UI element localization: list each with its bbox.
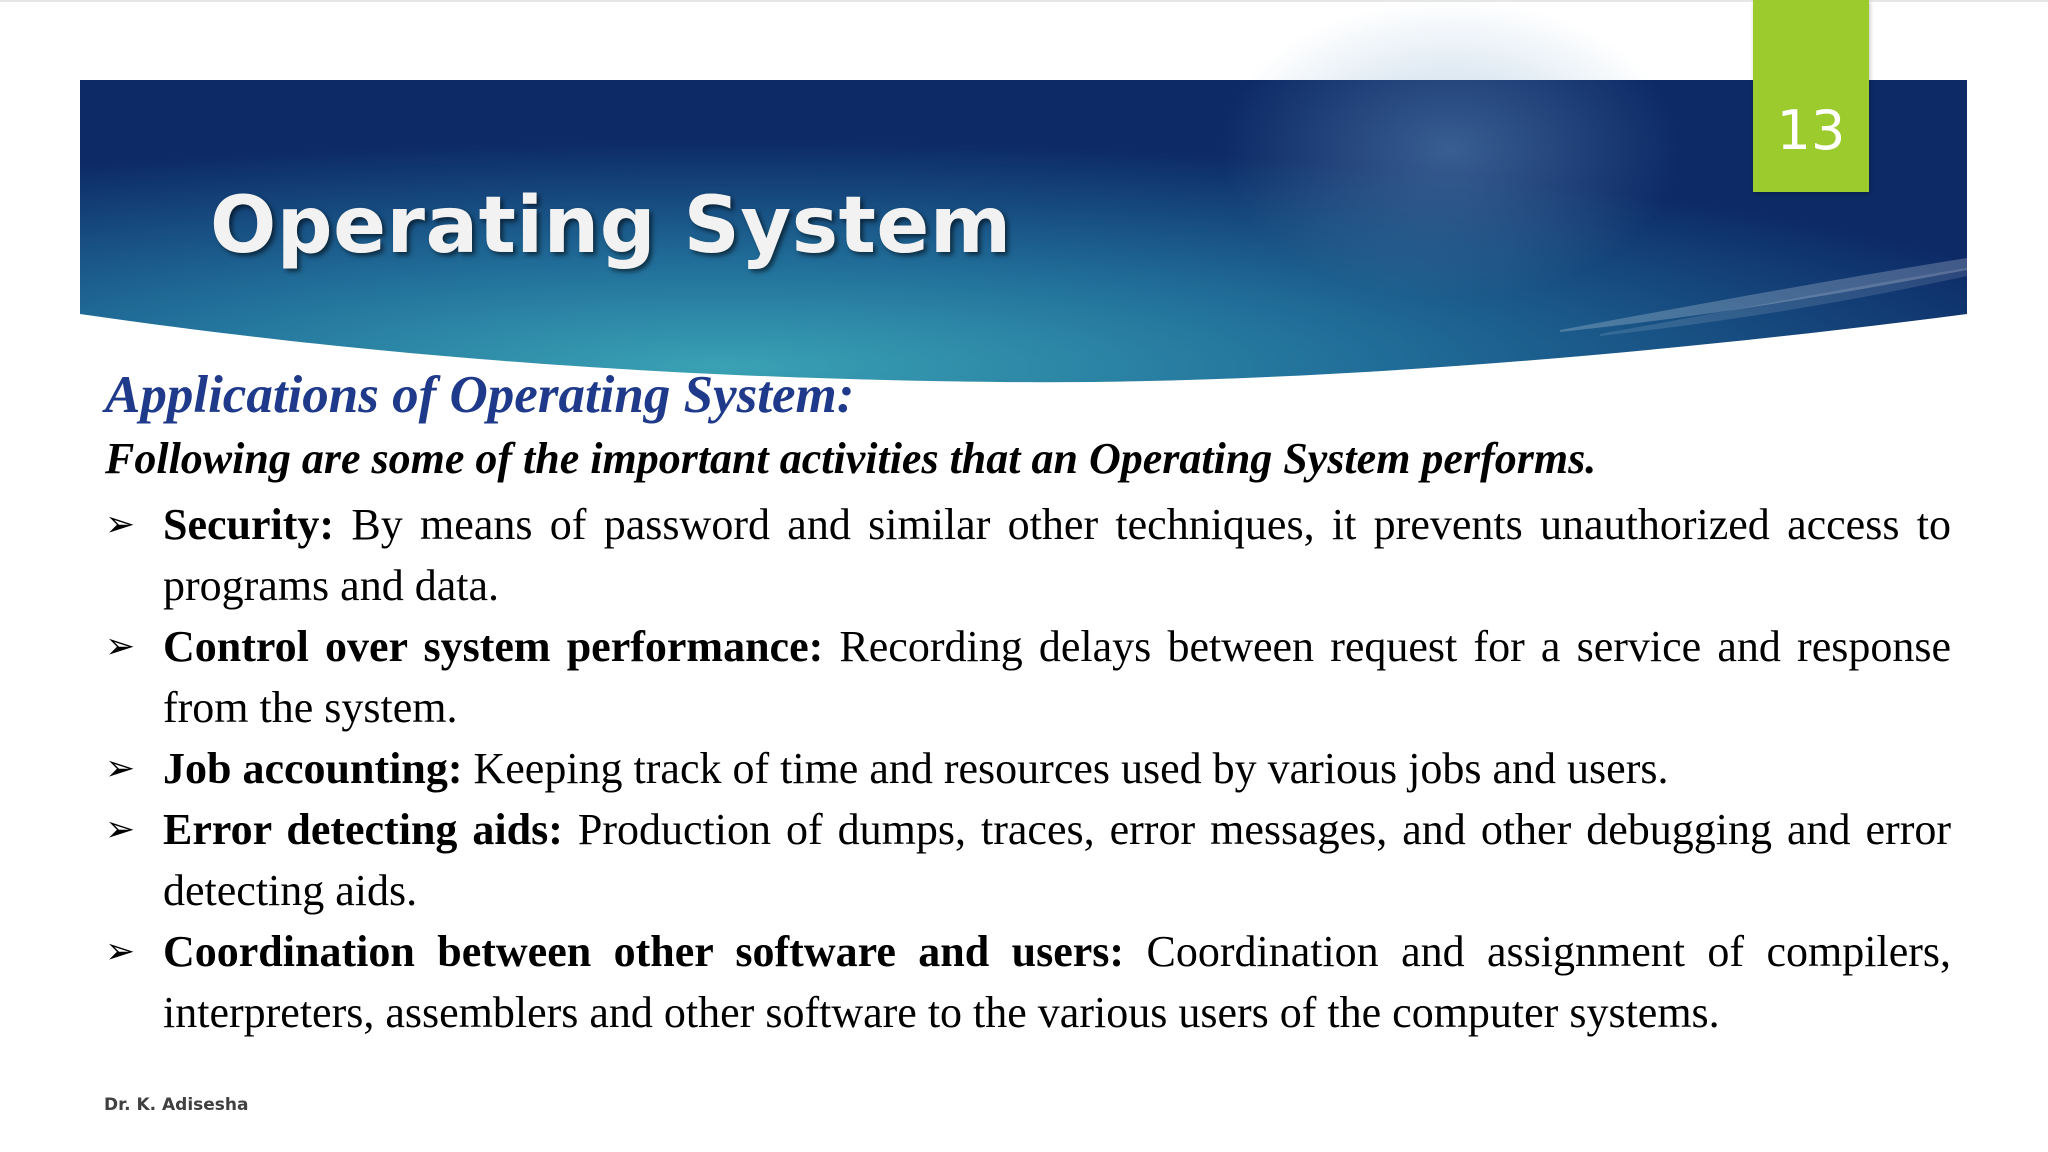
- bullet-term: Job accounting:: [163, 744, 463, 793]
- bullet-term: Error detecting aids:: [163, 805, 563, 854]
- bullet-text: Keeping track of time and resources used by various jobs and users.: [462, 744, 1669, 793]
- bullet-item: [105, 738, 1951, 799]
- slide-number-badge: 13: [1753, 0, 1869, 192]
- bullet-term: Coordination between other software and users:: [163, 927, 1125, 976]
- slide-content: [105, 360, 1951, 1043]
- bullet-item: [105, 616, 1951, 738]
- bullet-text: By means of password and similar other techniques, it prevents unauthorized access to programs and data.: [163, 500, 1951, 610]
- bullet-item: [105, 494, 1951, 616]
- section-heading: Applications of Operating System:: [105, 366, 855, 424]
- bullet-text: Coordination and assignment of compilers, interpreters, assemblers and other software to the various users of the computer systems.: [163, 927, 1951, 1037]
- footer-author: Dr. K. Adisesha: [104, 1095, 249, 1115]
- bullet-term: Security:: [163, 500, 335, 549]
- bullet-item: [105, 921, 1951, 1043]
- arrowhead-bullet-icon: ➢: [105, 748, 136, 789]
- slide-title: Operating System: [210, 181, 1012, 271]
- bullet-text: Production of dumps, traces, error messages, and other debugging and error detecting aids.: [163, 805, 1952, 915]
- bullet-item: [105, 799, 1951, 921]
- intro-text: Following are some of the important activities that an Operating System performs.: [105, 434, 1597, 483]
- bullet-text: Recording delays between request for a service and response from the system.: [163, 622, 1951, 732]
- bullet-term: Control over system performance:: [163, 622, 824, 671]
- arrowhead-bullet-icon: ➢: [105, 809, 136, 850]
- bullet-list: [105, 494, 1951, 1043]
- arrowhead-bullet-icon: ➢: [105, 626, 136, 667]
- arrowhead-bullet-icon: ➢: [105, 931, 136, 972]
- arrowhead-bullet-icon: ➢: [105, 504, 136, 545]
